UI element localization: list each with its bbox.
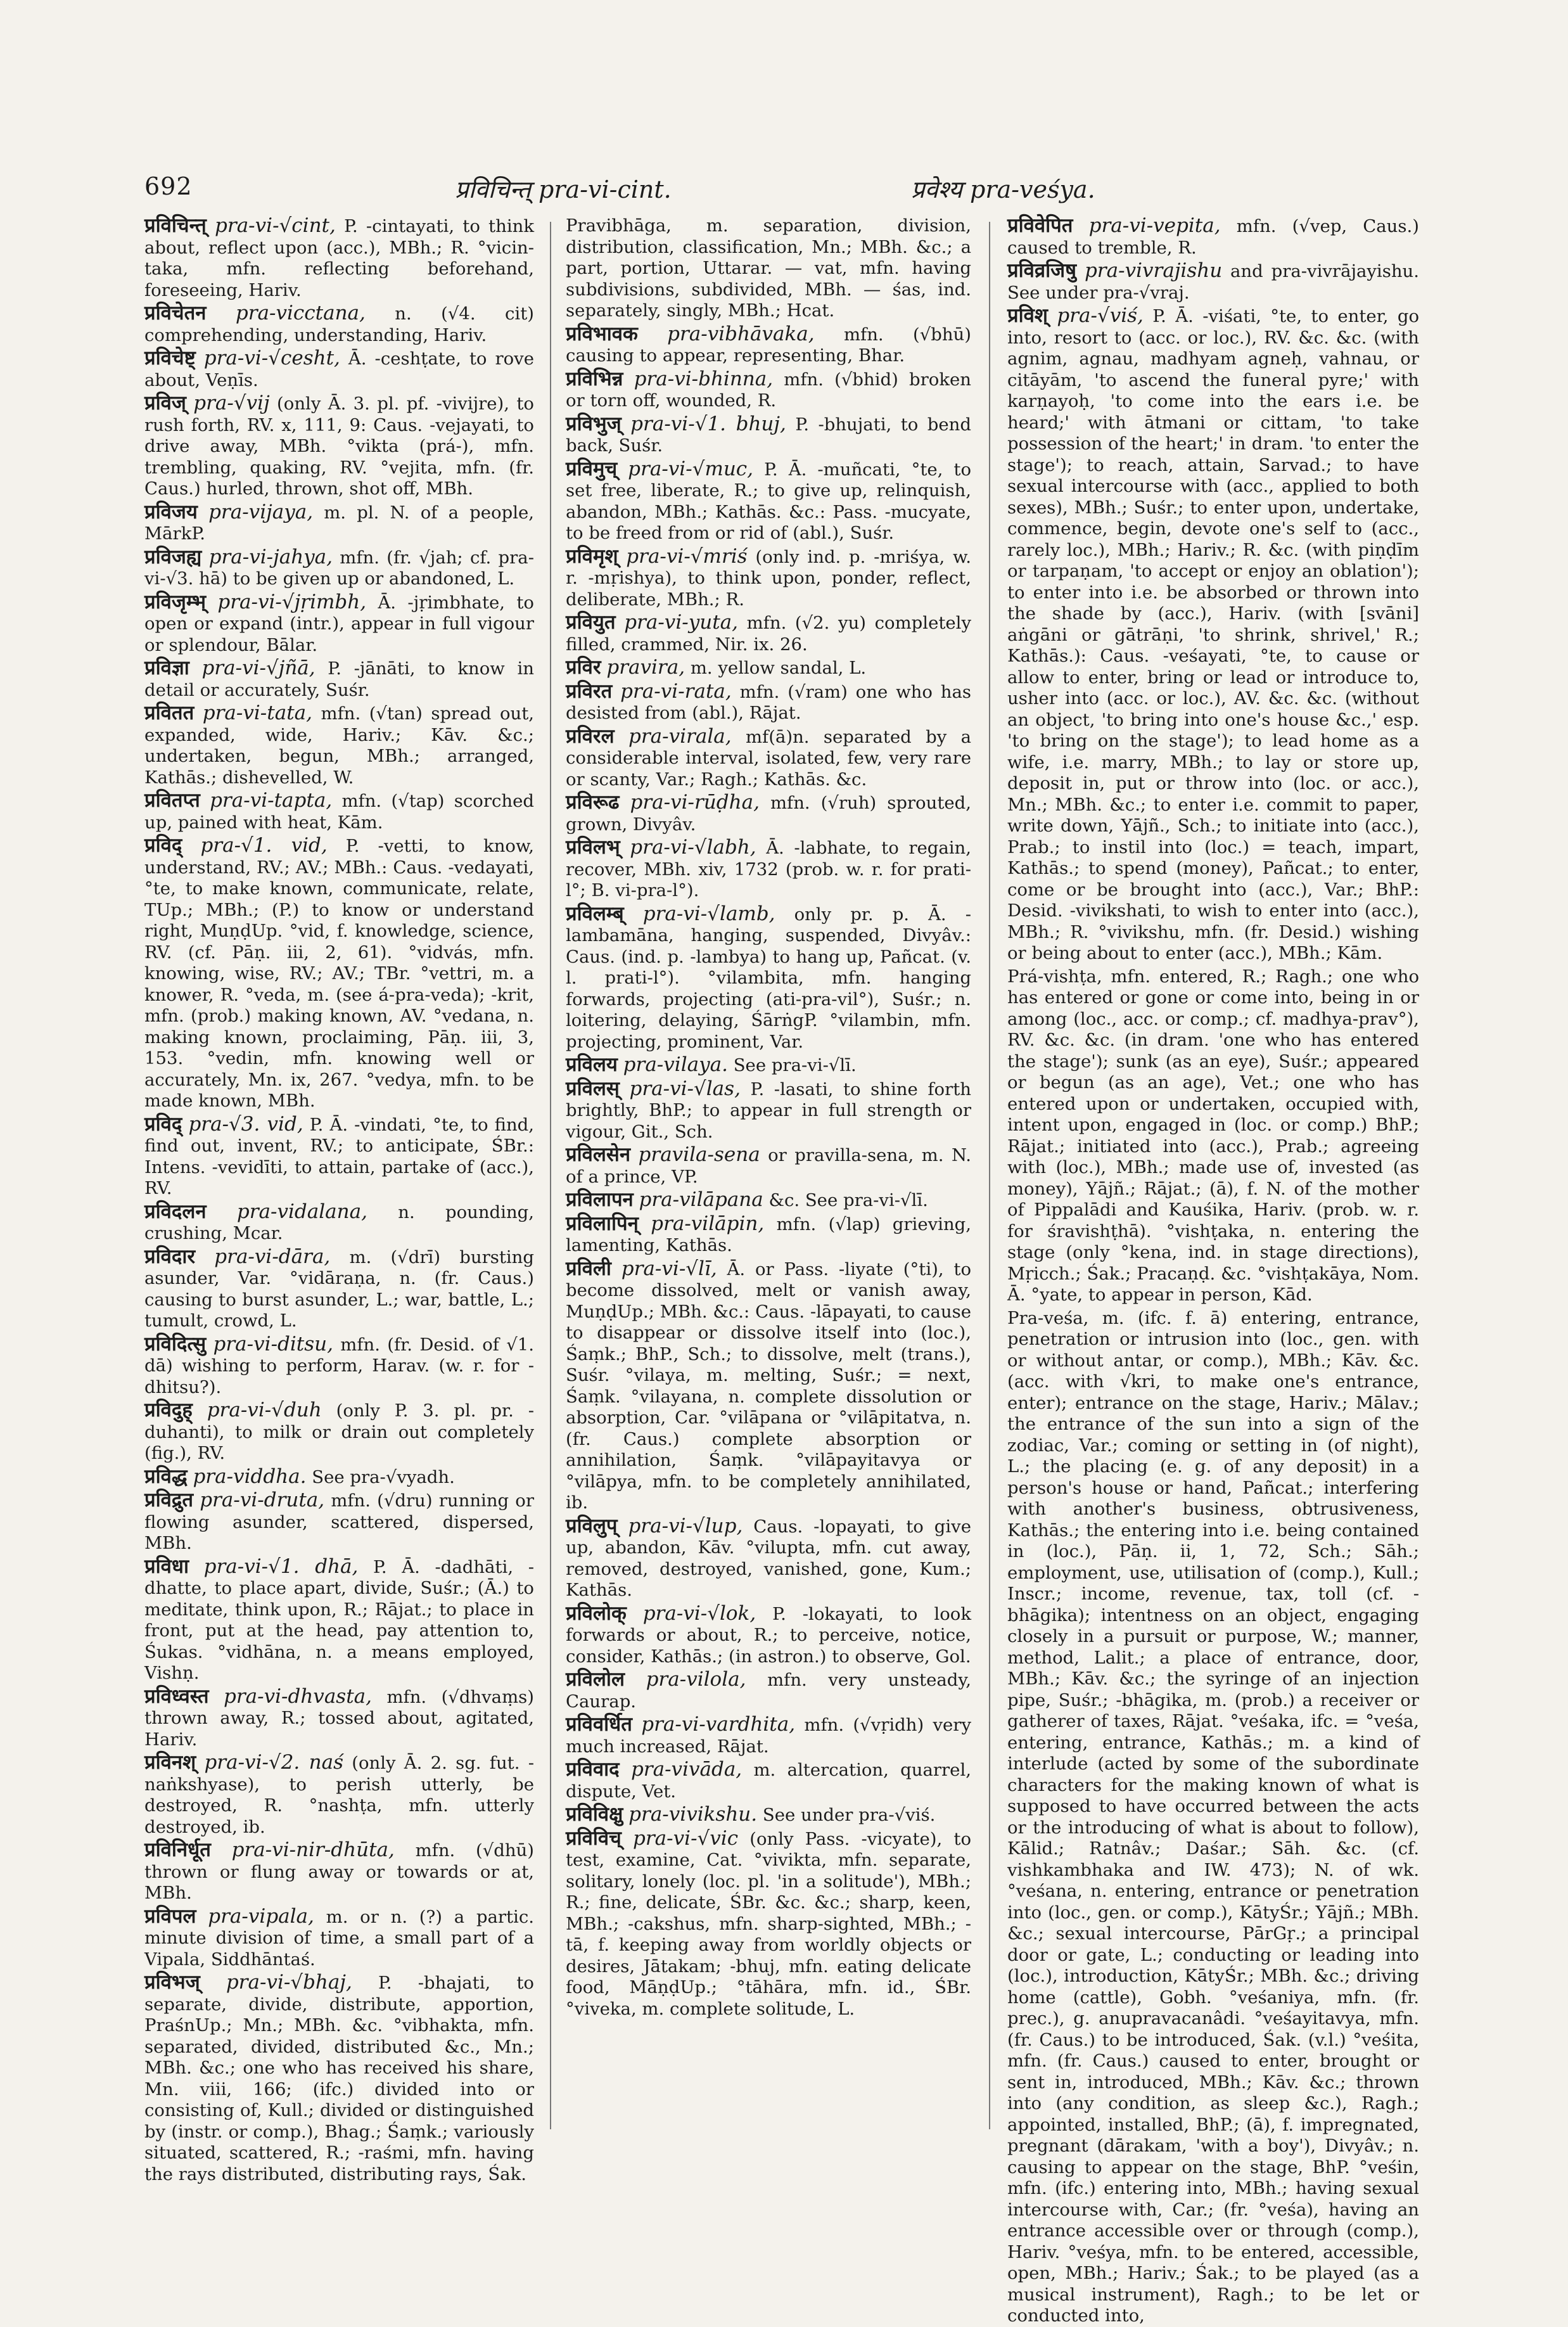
- headword-transliteration: pra-vi-√las,: [629, 1077, 741, 1100]
- headword-transliteration: pra-vivrajishu: [1084, 259, 1223, 282]
- headword-transliteration: pra-vi-tapta,: [210, 789, 333, 812]
- headword-transliteration: pra-vi-√lamb,: [642, 902, 775, 925]
- headword-transliteration: pra-vibhāvaka,: [667, 322, 815, 345]
- headword-transliteration: pra-vi-dāra,: [214, 1245, 331, 1268]
- entry-definition: Pra-veśa, m. (ifc. f. ā) entering, entrance, penetration or intrusion into (loc., gen. with or without antar, or comp.), MBh.; Kāv. &c. (acc. with √kri, to make one's entrance, enter); entrance on the stage, Hariv.; Mālav.; the entrance of the sun into a sign of the zodiac, Var.; coming or setting in (of night), L.; the placing (e. g. of any deposit) in a person's house or hand, Pañcat.; interfering with another's business, obtrusiveness, Kathās.; the entering into i.e. being contained in (loc.), Pāṇ. ii, 1, 72, Sch.; Sāh.; employment, use, utilisation of (comp.), Kull.; Inscr.; income, revenue, tax, toll (cf. -bhāgika); intentness on an object, engaging closely in a pursuit or purpose, W.; manner, method, Lalit.; a place of entrance, door, MBh.; Kāv. &c.; the syringe of an injection pipe, Suśr.; -bhāgika, m. (prob.) a receiver or gatherer of taxes, Rājat. °veśaka, ifc. = °veśa, entering, entrance, Kathās.; m. a kind of interlude (acted by some of the subordinate characters for the making known of what is supposed to have occurred between the acts or the introducing of what is about to follow), Kālid.; Ratnâv.; Daśar.; Sāh. &c. (cf. vishkambhaka and IW. 473); N. of wk. °veśana, n. entering, entrance or penetration into (loc., gen. or comp.), KātyŚr.; Yājñ.; MBh. &c.; sexual intercourse, PārGṛ.; a principal door or gate, L.; conducting or leading into (loc.), introduction, KātyŚr.; MBh. &c.; driving home (cattle), Gobh. °veśaniya, mfn. (fr. prec.), g. anupravacanâdi. °veśayitavya, mfn. (fr. Caus.) to be introduced, Śak. (v.l.) °veśita, mfn. (fr. Caus.) caused to enter, brought or sent in, introduced, MBh.; Kāv. &c.; thrown into (any condition, as sleep &c.), Ragh.; appointed, installed, BhP.; (ā), f. impregnated, pregnant (dārakam, 'with a boy'), Divyâv.; n. causing to appear on the stage, BhP. °veśin, mfn. (ifc.) entering into, MBh.; having sexual intercourse with, Car.; (fr. °veśa), having an entrance accessible over or through (comp.), Hariv. °veśya, mfn. to be entered, accessible, open, MBh.; Hariv.; Śak.; to be played (as a musical instrument), Ragh.; to be let or conducted into,: [1007, 1307, 1419, 2326]
- dictionary-entry: [144, 703, 534, 788]
- dictionary-entry: [566, 1516, 971, 1601]
- entry-definition: mfn. (√tap) scorched up, pained with heat, Kām.: [144, 791, 534, 833]
- headword-devanagari: प्रविमुच्: [566, 457, 618, 480]
- entry-definition: Ā. -ceshṭate, to rove about, Veṇīs.: [144, 349, 534, 390]
- headword-transliteration: pra-vipala,: [208, 1904, 314, 1928]
- page-header: [144, 172, 1412, 217]
- entry-definition: mfn. (√bhū) causing to appear, representing, Bhar.: [566, 324, 971, 366]
- headword-transliteration: pra-vi-vardhita,: [641, 1713, 796, 1736]
- headword-devanagari: प्रविलापन: [566, 1188, 634, 1211]
- entry-definition: m. or n. (?) a partic. minute division of time, a small part of a Vipala, Siddhāntaś.: [144, 1906, 534, 1970]
- headword-devanagari: प्रविद्ध: [144, 1465, 188, 1488]
- dictionary-entry: [144, 1466, 534, 1489]
- entry-definition: mfn. (fr. √jah; cf. pra-vi-√3. hā) to be given up or abandoned, L.: [144, 547, 534, 589]
- headword-devanagari: प्रविलोक्: [566, 1601, 627, 1625]
- headword-devanagari: प्रविचिन्त्: [144, 214, 207, 237]
- headword-devanagari: प्रविलय: [566, 1053, 618, 1076]
- page-number: 692: [144, 172, 193, 200]
- entry-definition: mfn. (√lap) grieving, lamenting, Kathās.: [566, 1214, 971, 1255]
- headword-devanagari: प्रविदार: [144, 1245, 196, 1268]
- entry-definition: Caus. -lopayati, to give up, abandon, Kāv. °vilupta, mfn. cut away, removed, destroyed, vanished, gone, Kum.; Kathās.: [566, 1516, 971, 1600]
- headword-transliteration: pra-vi-druta,: [200, 1489, 325, 1511]
- entry-definition: P. -bhajati, to separate, divide, distribute, apportion, PraśnUp.; Mn.; MBh. &c. °vibhakta, mfn. separated, divided, distributed &c., Mn.; MBh. &c.; one who has received his share, Mn. viii, 166; (ifc.) divided into or consisting of, Kull.; divided or distinguished by (instr. or comp.), Bhag.; Śaṃk.; variously situated, scattered, R.; -raśmi, mfn. having the rays distributed, distributing rays, Śak.: [144, 1973, 534, 2184]
- headword-devanagari: प्रविलभ्: [566, 836, 620, 859]
- headword-devanagari: प्रविभुज्: [566, 412, 621, 435]
- entry-definition: and pra-vivrājayishu. See under pra-√vraj.: [1007, 261, 1419, 303]
- headword-transliteration: pra-vi-ditsu,: [213, 1332, 333, 1356]
- entry-definition: P. Ā. -vindati, °te, to find, find out, invent, RV.; to anticipate, ŚBr.: Intens. -vevidīti, to attain, partake of (acc.), RV.: [144, 1114, 535, 1198]
- headword-devanagari: प्रविवेपित: [1007, 214, 1073, 237]
- dictionary-entry: [566, 1079, 971, 1143]
- entry-definition: m. pl. N. of a people, MārkP.: [144, 502, 535, 544]
- headword-transliteration: pra-vi-yuta,: [624, 611, 738, 634]
- dictionary-entry: [144, 1556, 534, 1684]
- dictionary-entry: [566, 1804, 971, 1826]
- headword-devanagari: प्रविभज्: [144, 1971, 200, 1994]
- headword-devanagari: प्रविधा: [144, 1555, 189, 1578]
- headword-transliteration: pra-vilāpin,: [651, 1212, 765, 1235]
- entry-definition: m. altercation, quarrel, dispute, Vet.: [566, 1760, 971, 1802]
- dictionary-entry: [144, 658, 534, 701]
- headword-transliteration: pra-vi-tata,: [202, 702, 313, 724]
- headword-devanagari: प्रविद्रुत: [144, 1489, 194, 1511]
- headword-transliteration: pra-vi-√cesht,: [203, 347, 340, 369]
- entry-definition: P. -lasati, to shine forth brightly, BhP.; to appear in full strength or vigour, Git., Sch.: [566, 1079, 971, 1142]
- dictionary-entry: [566, 612, 971, 655]
- column-3: [1007, 214, 1420, 2326]
- entry-definition: &c. See pra-vi-√lī.: [768, 1190, 928, 1210]
- entry-definition: P. -bhujati, to bend back, Suśr.: [566, 414, 971, 456]
- dictionary-entry: [566, 726, 971, 791]
- headword-devanagari: प्रविव्रजिषु: [1007, 259, 1077, 282]
- headword-devanagari: प्रविश्: [1007, 304, 1048, 327]
- dictionary-entry: [566, 837, 971, 902]
- dictionary-entry: [144, 1202, 534, 1245]
- running-head-left: प्रविचिन्त् pra-vi-cint.: [455, 176, 672, 203]
- dictionary-entry: [144, 348, 534, 391]
- dictionary-entry: [1007, 966, 1419, 1306]
- entry-definition: mf(ā)n. separated by a considerable interval, isolated, few, very rare or scanty, Var.; Ragh.; Kathās. &c.: [566, 726, 972, 790]
- headword-devanagari: प्रविदलन: [144, 1200, 207, 1223]
- headword-transliteration: pra-vi-jahya,: [208, 545, 333, 568]
- headword-devanagari: प्रवितप्त: [144, 789, 200, 812]
- dictionary-entry: [566, 324, 971, 367]
- dictionary-entry: [144, 1334, 534, 1399]
- dictionary-entry: [144, 835, 534, 1112]
- headword-transliteration: pra-vicctana,: [235, 302, 366, 324]
- dictionary-entry: [1007, 215, 1419, 259]
- headword-devanagari: प्रविमृश्: [566, 544, 618, 568]
- headword-transliteration: pra-vilola,: [646, 1668, 746, 1691]
- headword-transliteration: pra-vi-vepita,: [1088, 214, 1221, 237]
- dictionary-entry: [144, 1972, 534, 2185]
- entry-definition: mfn. (√bhid) broken or torn off, wounded, R.: [566, 369, 972, 411]
- dictionary-entry: [1007, 305, 1419, 965]
- headword-transliteration: pra-vilāpana: [639, 1188, 763, 1211]
- headword-devanagari: प्रविध्वस्त: [144, 1684, 209, 1708]
- headword-devanagari: प्रविदित्सु: [144, 1332, 207, 1356]
- headword-devanagari: प्रविभावक: [566, 322, 638, 345]
- dictionary-entry: [566, 1669, 971, 1712]
- dictionary-entry: [566, 1189, 971, 1212]
- headword-devanagari: प्रविजृम्भ्: [144, 590, 206, 613]
- dictionary-entry: [144, 1752, 534, 1838]
- headword-devanagari: प्रविरल: [566, 724, 615, 748]
- headword-transliteration: pra-vi-√2. naś: [204, 1751, 343, 1774]
- entry-definition: Ā. -labhate, to regain, recover, MBh. xiv, 1732 (prob. w. r. for prati-l°; B. vi-pra-l°).: [566, 838, 971, 901]
- dictionary-entry: [144, 547, 534, 590]
- column-divider: [550, 222, 551, 2129]
- entry-definition: mfn. (√dhvaṃs) thrown away, R.; tossed about, agitated, Hariv.: [144, 1686, 534, 1750]
- headword-transliteration: pra-vi-√duh: [207, 1399, 322, 1421]
- headword-devanagari: प्रवितत: [144, 702, 194, 724]
- headword-devanagari: प्रविरूढ: [566, 791, 620, 814]
- headword-transliteration: pravira,: [606, 656, 685, 679]
- headword-transliteration: pra-vi-√labh,: [630, 836, 756, 859]
- column-divider: [989, 222, 990, 2129]
- headword-transliteration: pra-vi-bhinna,: [634, 367, 774, 390]
- headword-transliteration: pra-vi-√muc,: [628, 457, 754, 480]
- headword-transliteration: pra-vi-√1. bhuj,: [630, 412, 786, 435]
- headword-devanagari: प्रविद्: [144, 834, 182, 857]
- headword-devanagari: प्रविविक्षु: [566, 1803, 623, 1826]
- headword-transliteration: pra-vi-√lok,: [642, 1601, 756, 1625]
- headword-devanagari: प्रविवाद: [566, 1758, 620, 1781]
- entry-definition: or pravilla-sena, m. N. of a prince, VP.: [566, 1145, 971, 1187]
- dictionary-entry: [144, 592, 534, 657]
- entry-definition: mfn. (√dhū) thrown or flung away or towards or at, MBh.: [144, 1840, 534, 1903]
- dictionary-entry: [144, 1840, 534, 1904]
- entry-definition: mfn. (√ram) one who has desisted from (abl.), Rājat.: [566, 681, 971, 723]
- dictionary-entry: [566, 369, 971, 412]
- entry-definition: mfn. (√tan) spread out, expanded, wide, Hariv.; Kāv. &c.; undertaken, begun, MBh.; arranged, Kathās.; dishevelled, W.: [144, 703, 535, 788]
- headword-devanagari: प्रविज्ञा: [144, 657, 189, 679]
- headword-transliteration: pra-vi-dhvasta,: [223, 1684, 372, 1708]
- dictionary-entry: [566, 904, 971, 1053]
- headword-transliteration: pra-vi-nir-dhūta,: [231, 1838, 395, 1861]
- dictionary-entry: [566, 215, 971, 322]
- entry-definition: P. -jānāti, to know in detail or accurately, Suśr.: [144, 658, 534, 700]
- column-2: [566, 215, 971, 2129]
- dictionary-entry: [144, 303, 534, 346]
- headword-transliteration: pra-vi-√jṛimbh,: [217, 590, 367, 613]
- dictionary-entry: [566, 546, 971, 611]
- entry-definition: only pr. p. Ā. -lambamāna, hanging, suspended, Divyâv.: Caus. (ind. p. -lambya) to hang up, Pañcat. (v. l. prati-l°). °vilambita, mfn. hanging forwards, projecting (ati-pra-vil°), Suśr.; n. loitering, delaying, ŚārṅgP. °vilambin, mfn. projecting, prominent, Var.: [566, 904, 972, 1052]
- entry-definition: See pra-vi-√lī.: [733, 1055, 857, 1075]
- dictionary-entry: [1007, 1308, 1419, 2327]
- running-head-right: प्रवेश्य pra-veśya.: [911, 176, 1095, 203]
- entry-definition: mfn. (√vep, Caus.) caused to tremble, R.: [1007, 216, 1419, 258]
- headword-devanagari: प्रविली: [566, 1257, 611, 1280]
- headword-transliteration: pra-vidalana,: [236, 1200, 367, 1223]
- headword-devanagari: प्रविदुह्: [144, 1399, 193, 1421]
- dictionary-entry: [144, 1906, 534, 1971]
- dictionary-entry: [566, 657, 971, 679]
- entry-definition: Ā. -jṛimbhate, to open or expand (intr.), appear in full vigour or splendour, Bālar.: [144, 592, 534, 655]
- dictionary-entry: [144, 1247, 534, 1332]
- headword-transliteration: pra-vi-√mriś: [626, 544, 748, 568]
- entry-definition: See pra-√vyadh.: [312, 1466, 455, 1487]
- entry-definition: mfn. very unsteady, Caurap.: [566, 1670, 971, 1712]
- headword-devanagari: प्रविवर्धित: [566, 1713, 632, 1736]
- headword-devanagari: प्रविचेतन: [144, 302, 207, 324]
- headword-devanagari: प्रविपल: [144, 1904, 196, 1928]
- dictionary-entry: [144, 1490, 534, 1555]
- headword-devanagari: प्रविनश्: [144, 1751, 196, 1774]
- headword-transliteration: pra-vi-rūḍha,: [630, 791, 760, 814]
- dictionary-entry: [566, 1259, 971, 1514]
- headword-transliteration: pra-virala,: [628, 724, 732, 748]
- column-1: [144, 214, 535, 2184]
- headword-transliteration: pra-√viś,: [1057, 304, 1144, 327]
- headword-devanagari: प्रविभिन्न: [566, 367, 623, 390]
- entry-definition: P. -lokayati, to look forwards or about, R.; to perceive, notice, consider, Kathās.; (in astron.) to observe, Gol.: [566, 1603, 971, 1667]
- dictionary-entry: [1007, 260, 1419, 304]
- headword-devanagari: प्रविलस्: [566, 1077, 620, 1100]
- dictionary-entry: [144, 1114, 534, 1200]
- headword-transliteration: pra-vijaya,: [208, 500, 314, 523]
- headword-transliteration: pra-viddha.: [193, 1465, 307, 1488]
- entry-definition: n. (√4. cit) comprehending, understanding, Hariv.: [144, 304, 535, 345]
- headword-devanagari: प्रविनिर्धूत: [144, 1838, 211, 1861]
- headword-transliteration: pra-vivāda,: [630, 1758, 743, 1781]
- headword-devanagari: प्रविर: [566, 656, 601, 679]
- entry-definition: mfn. (√2. yu) completely filled, crammed, Nir. ix. 26.: [566, 613, 971, 655]
- entry-definition: mfn. (√ruh) sprouted, grown, Divyâv.: [566, 793, 972, 835]
- dictionary-entry: [566, 1214, 971, 1257]
- dictionary-entry: [566, 1055, 971, 1077]
- entry-definition: mfn. (√dru) running or flowing asunder, scattered, dispersed, MBh.: [144, 1490, 534, 1553]
- headword-transliteration: pra-vilaya.: [623, 1053, 728, 1076]
- headword-devanagari: प्रविद्: [144, 1112, 182, 1136]
- entry-definition: P. -cintayati, to think about, reflect upon (acc.), MBh.; R. °vicin-taka, mfn. reflecting beforehand, foreseeing, Hariv.: [144, 216, 534, 300]
- entry-definition: P. -vetti, to know, understand, RV.; AV.; MBh.: Caus. -vedayati, °te, to make known, communicate, relate, TUp.; MBh.; (P.) to know or understand right, MuṇḍUp. °vid, f. knowledge, science, RV. (cf. Pāṇ. iii, 2, 61). °vidvás, mfn. knowing, wise, RV.; AV.; TBr. °vettri, m. a knower, R. °veda, m. (see á-pra-veda); -krit, mfn. (prob.) making known, AV. °vedana, n. making known, proclaiming, Pāṇ. iii, 3, 153. °vedin, mfn. knowing well or accurately, Mn. ix, 267. °vedya, mfn. to be made known, MBh.: [144, 836, 534, 1111]
- entry-definition: P. Ā. -dadhāti, -dhatte, to place apart, divide, Suśr.; (Ā.) to meditate, think upon, R.; Rājat.; to place in front, put at the head, pay attention to, Śukas. °vidhāna, n. a means employed, Vishṇ.: [144, 1556, 534, 1683]
- entry-definition: (only Ā. 2. sg. fut. -naṅkshyase), to perish utterly, be destroyed, R. °nashṭa, mfn. utterly destroyed, ib.: [144, 1753, 534, 1837]
- entry-definition: See under pra-√viś.: [762, 1805, 936, 1825]
- headword-devanagari: प्रविलोल: [566, 1668, 625, 1691]
- dictionary-entry: [566, 1603, 971, 1668]
- dictionary-entry: [566, 792, 971, 835]
- dictionary-entry: [566, 1759, 971, 1802]
- dictionary-entry: [144, 790, 534, 833]
- dictionary-entry: [144, 215, 534, 301]
- headword-transliteration: pra-vi-√1. dhā,: [203, 1555, 359, 1578]
- headword-devanagari: प्रविलसेन: [566, 1143, 631, 1166]
- headword-devanagari: प्रविलुप्: [566, 1514, 618, 1537]
- headword-transliteration: pra-√3. vid,: [188, 1112, 303, 1136]
- headword-transliteration: pra-vi-√vic: [633, 1826, 739, 1850]
- headword-devanagari: प्रविजह्य: [144, 545, 202, 568]
- headword-devanagari: प्रविचेष्ट्: [144, 347, 196, 369]
- headword-transliteration: pra-vi-√lup,: [628, 1514, 743, 1537]
- headword-transliteration: pra-√vij: [193, 392, 270, 414]
- entry-definition: m. (√drī) bursting asunder, Var. °vidāraṇa, n. (fr. Caus.) causing to burst asunder, L.; war, battle, L.; tumult, crowd, L.: [144, 1247, 534, 1331]
- headword-devanagari: प्रविलापिन्: [566, 1212, 639, 1235]
- dictionary-entry: [566, 1828, 971, 2020]
- entry-definition: Pravibhāga, m. separation, division, distribution, classification, Mn.; MBh. &c.; a part, portion, Uttarar. — vat, mfn. having subdivisions, subdivided, MBh. — śas, ind. separately, singly, MBh.; Hcat.: [566, 215, 971, 321]
- entry-definition: Prá-vishṭa, mfn. entered, R.; Ragh.; one who has entered or gone or come into, being in or among (loc., acc. or comp.; cf. madhya-prav°), RV. &c. &c. (in dram. 'one who has entered the stage'); sunk (as an eye), Suśr.; appeared or begun (as an age), Vet.; one who has entered upon or undertaken, occupied with, intent upon, engaged in (loc. or comp.) BhP.; Rājat.; initiated into (acc.), Prab.; agreeing with (loc.), MBh.; made use of, invested (as money), Yājñ.; Rājat.; (ā), f. N. of the mother of Pippalādi and Kauśika, Hariv. (prob. w. r. for śravishṭhā). °vishṭaka, n. entering the stage (only °kena, ind. in stage directions), Mṛicch.; Śak.; Pracaṇḍ. &c. °vishṭakāya, Nom. Ā. °yate, to appear in person, Kād.: [1007, 966, 1419, 1305]
- entry-definition: m. yellow sandal, L.: [690, 658, 867, 678]
- headword-devanagari: प्रविजय: [144, 500, 198, 523]
- headword-devanagari: प्रवियुत: [566, 611, 616, 634]
- entry-definition: Ā. or Pass. -liyate (°ti), to become dissolved, melt or vanish away, MuṇḍUp.; MBh. &c.: Caus. -lāpayati, to cause to disappear or dissolve itself into (loc.), Śaṃk.; BhP., Sch.; to dissolve, melt (trans.), Suśr. °vilaya, m. melting, Suśr.; = next, Śaṃk. °vilayana, n. complete dissolution or absorption, Car. °vilāpana or °vilāpitatva, n. (fr. Caus.) complete absorption or annihilation, Śaṃk. °vilāpayitavya or °vilāpya, mfn. to be completely annihilated, ib.: [566, 1259, 972, 1513]
- entry-definition: mfn. (fr. Desid. of √1. dā) wishing to perform, Harav. (w. r. for -dhitsu?).: [144, 1334, 534, 1397]
- entry-definition: (only Pass. -vicyate), to test, examine, Cat. °vivikta, mfn. separate, solitary, lonely (loc. pl. 'in a solitude'), MBh.; R.; fine, delicate, ŚBr. &c. &c.; sharp, keen, MBh.; -cakshus, mfn. sharp-sighted, MBh.; -tā, f. keeping away from worldly objects or desires, Jātakam; -bhuj, mfn. eating delicate food, MāṇḍUp.; °tāhāra, mfn. id., ŚBr. °viveka, m. complete solitude, L.: [566, 1828, 971, 2019]
- entry-definition: (only ind. p. -mriśya, w. r. -mṛishya), to think upon, ponder, reflect, deliberate, MBh.; R.: [566, 546, 971, 610]
- headword-transliteration: pra-vi-√cint,: [215, 214, 336, 237]
- entry-definition: n. pounding, crushing, Mcar.: [144, 1202, 534, 1243]
- entry-definition: (only P. 3. pl. pr. -duhanti), to milk or drain out completely (fig.), RV.: [144, 1401, 534, 1463]
- headword-transliteration: pra-vi-rata,: [620, 679, 732, 703]
- headword-devanagari: प्रविज्: [144, 392, 186, 414]
- headword-devanagari: प्रविविच्: [566, 1826, 621, 1850]
- entry-definition: (only Ā. 3. pl. pf. -vivijre), to rush forth, RV. x, 111, 9: Caus. -vejayati, to drive away, MBh. °vikta (prá-), mfn. trembling, quaking, RV. °vejita, mfn. (fr. Caus.) hurled, thrown, shot off, MBh.: [144, 394, 534, 499]
- headword-devanagari: प्रविरत: [566, 679, 613, 703]
- dictionary-entry: [566, 1144, 971, 1188]
- headword-transliteration: pra-vi-√lī,: [621, 1257, 717, 1280]
- entry-definition: P. Ā. -viśati, °te, to enter, go into, resort to (acc. or loc.), RV. &c. &c. (with agnim, agnau, madhyam agneḥ, vahnau, or citāyām, 'to ascend the funeral pyre;' with karṇayoḥ, 'to come into the ears i.e. be heard;' with ātmani or cittam, 'to take possession of the heart;' in dram. 'to enter the stage'); to reach, attain, Sarvad.; to have sexual intercourse with (acc., applied to both sexes), MBh.; Suśr.; to enter upon, undertake, commence, begin, devote one's self to (acc., rarely loc.), MBh.; Hariv.; R. &c. (with piṇḍīm or tarpaṇam, 'to accept or enjoy an oblation'); to enter into i.e. be absorbed or thrown into the shade by (acc.), Hariv. (with [svāni] aṅgāni or gātrāṇi, 'to shrink, shrivel,' R.; Kathās.): Caus. -veśayati, °te, to cause or allow to enter, bring or lead or introduce to, usher into (acc. or loc.), AV. &c. &c. (without an object, 'to bring into one's house &c.,' esp. 'to bring on the stage'); to lead home as a wife, i.e. marry, MBh.; to lay or store up, deposit in, put or throw into (loc. or acc.), Mn.; MBh. &c.; to enter i.e. commit to paper, write down, Yājñ., Sch.; to initiate into (acc.), Prab.; to instil into (loc.) = teach, impart, Kathās.; to spend (money), Pañcat.; to enter, come or be brought into (acc.), Var.; BhP.: Desid. -vivikshati, to wish to enter into (acc.), MBh.; R. °vivikshu, mfn. (fr. Desid.) wishing or being about to enter (acc.), MBh.; Kām.: [1007, 306, 1420, 963]
- dictionary-entry: [144, 1400, 534, 1465]
- headword-transliteration: pra-√1. vid,: [200, 834, 328, 857]
- headword-transliteration: pravila-sena: [638, 1143, 760, 1166]
- dictionary-entry: [566, 1714, 971, 1757]
- headword-transliteration: pra-vi-√jñā,: [201, 657, 316, 679]
- headword-devanagari: प्रविलम्ब्: [566, 902, 624, 925]
- headword-transliteration: pra-vi-√bhaj,: [226, 1971, 352, 1994]
- entry-definition: P. Ā. -muñcati, °te, to set free, liberate, R.; to give up, relinquish, abandon, MBh.; Kathās. &c.: Pass. -mucyate, to be freed from or rid of (abl.), Suśr.: [566, 459, 972, 543]
- dictionary-entry: [144, 502, 534, 545]
- dictionary-entry: [566, 681, 971, 724]
- dictionary-entry: [566, 459, 971, 544]
- dictionary-entry: [144, 1686, 534, 1751]
- dictionary-entry: [566, 414, 971, 457]
- dictionary-entry: [144, 393, 534, 500]
- headword-transliteration: pra-vivikshu.: [628, 1803, 758, 1826]
- entry-definition: mfn. (√vṛidh) very much increased, Rājat.: [566, 1715, 971, 1757]
